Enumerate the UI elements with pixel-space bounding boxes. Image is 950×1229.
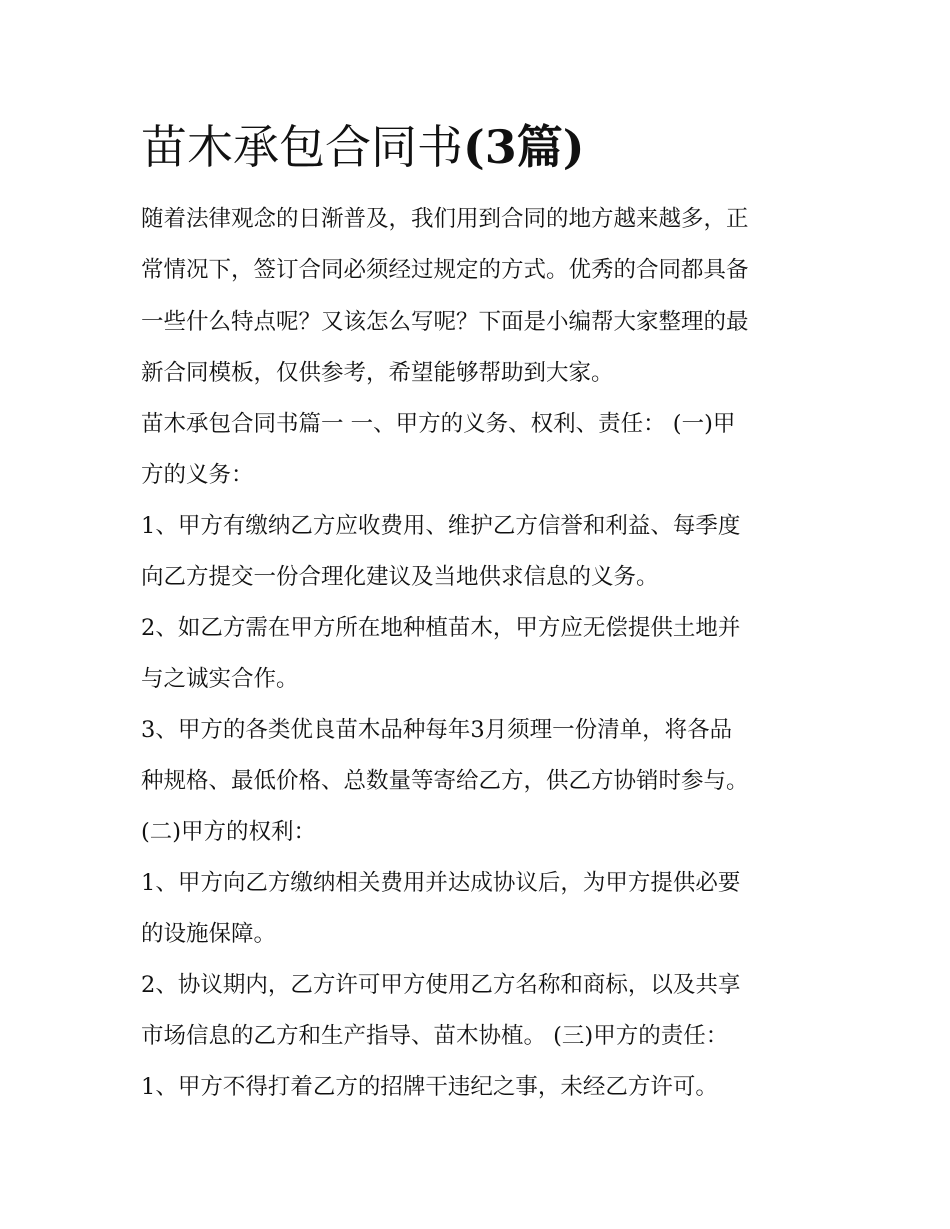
text-line-1: 随着法律观念的日渐普及，我们用到合同的地方越来越多，正 <box>141 206 749 232</box>
text-line-10: 与之诚实合作。 <box>141 666 299 692</box>
text-line-8: 向乙方提交一份合理化建议及当地供求信息的义务。 <box>141 564 659 590</box>
text-line-18: 1、甲方不得打着乙方的招牌干违纪之事，未经乙方许可。 <box>141 1074 718 1100</box>
text-line-7: 1、甲方有缴纳乙方应收费用、维护乙方信誉和利益、每季度 <box>141 513 741 539</box>
text-line-5: 苗木承包合同书篇一 一、甲方的义务、权利、责任： (一)甲 <box>141 411 736 437</box>
text-line-3: 一些什么特点呢？又该怎么写呢？下面是小编帮大家整理的最 <box>141 309 749 335</box>
text-line-12: 种规格、最低价格、总数量等寄给乙方，供乙方协销时参与。 <box>141 768 749 794</box>
text-line-15: 的设施保障。 <box>141 921 277 947</box>
title-suffix: (3篇) <box>463 120 585 174</box>
text-line-9: 2、如乙方需在甲方所在地种植苗木，甲方应无偿提供土地并 <box>141 615 741 641</box>
text-line-2: 常情况下，签订合同必须经过规定的方式。优秀的合同都具备 <box>141 257 749 283</box>
text-line-4: 新合同模板，仅供参考，希望能够帮助到大家。 <box>141 360 614 386</box>
text-line-14: 1、甲方向乙方缴纳相关费用并达成协议后，为甲方提供必要 <box>141 870 741 896</box>
text-line-13: (二)甲方的权利： <box>141 819 317 845</box>
document-title <box>141 116 585 178</box>
text-line-11: 3、甲方的各类优良苗木品种每年3月须理一份清单，将各品 <box>141 717 733 743</box>
text-line-16: 2、协议期内，乙方许可甲方使用乙方名称和商标，以及共享 <box>141 972 741 998</box>
title-main: 苗木承包合同书 <box>141 120 463 174</box>
text-line-17: 市场信息的乙方和生产指导、苗木协植。 (三)甲方的责任： <box>141 1023 729 1049</box>
text-line-6: 方的义务： <box>141 462 254 488</box>
